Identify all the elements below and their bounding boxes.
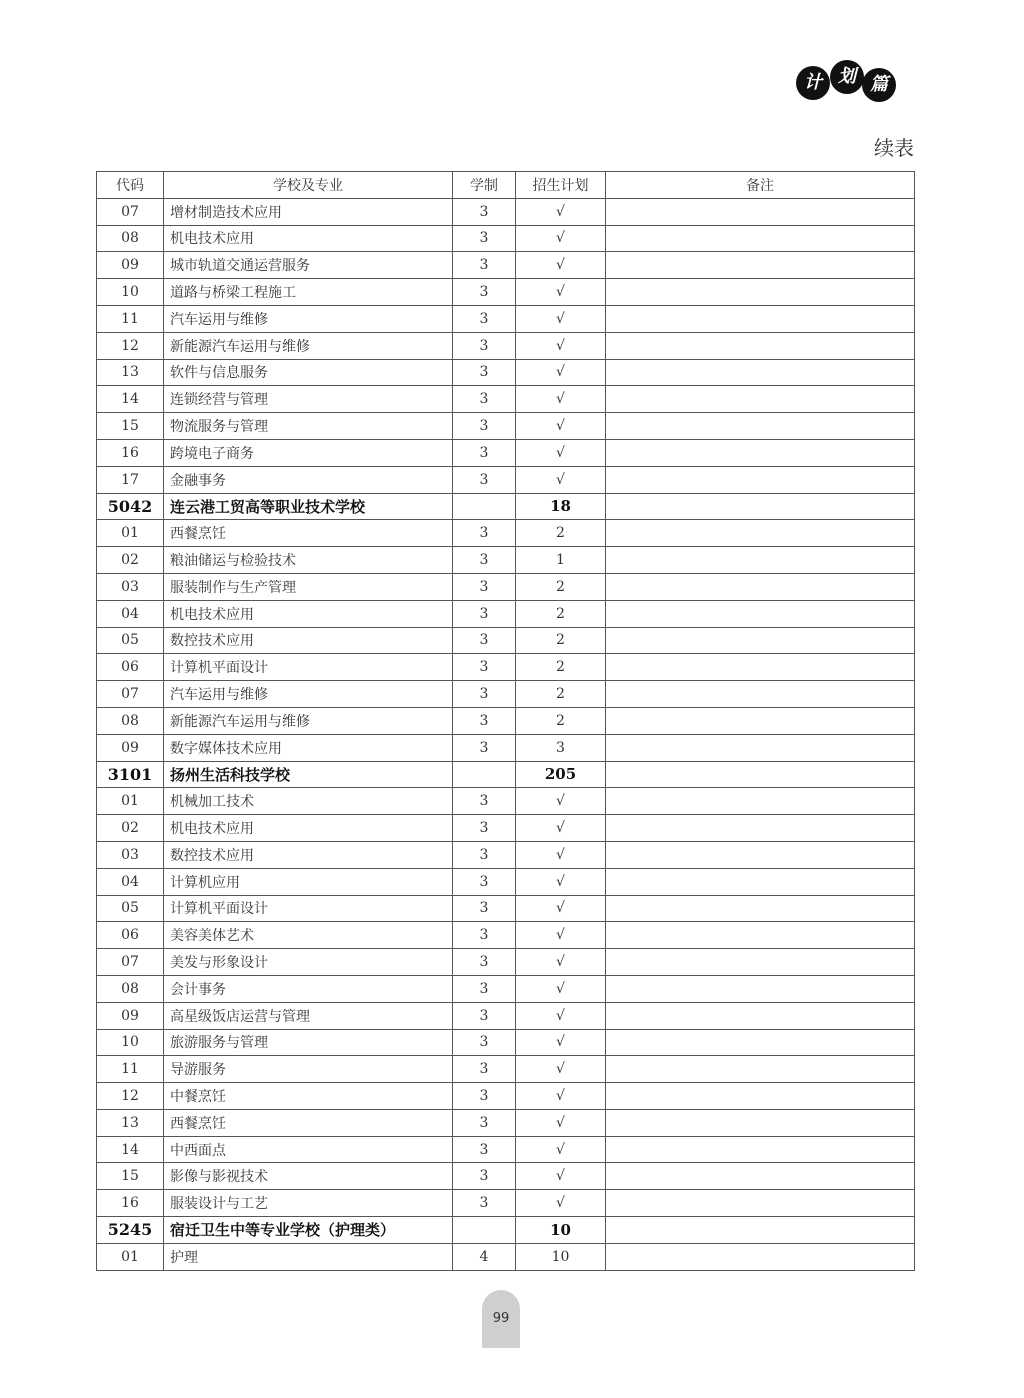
row-code: 04 bbox=[97, 868, 164, 895]
row-years bbox=[453, 761, 516, 788]
row-note bbox=[606, 198, 915, 225]
row-code: 14 bbox=[97, 1136, 164, 1163]
row-code: 07 bbox=[97, 198, 164, 225]
row-years: 3 bbox=[453, 439, 516, 466]
row-years: 3 bbox=[453, 520, 516, 547]
row-name: 跨境电子商务 bbox=[164, 439, 453, 466]
row-code: 03 bbox=[97, 841, 164, 868]
row-note bbox=[606, 305, 915, 332]
row-note bbox=[606, 1217, 915, 1244]
row-name: 连锁经营与管理 bbox=[164, 386, 453, 413]
row-note bbox=[606, 600, 915, 627]
school-row bbox=[97, 1217, 915, 1244]
row-note bbox=[606, 1136, 915, 1163]
row-name: 宿迁卫生中等专业学校（护理类） bbox=[164, 1217, 453, 1244]
row-code: 12 bbox=[97, 1083, 164, 1110]
row-note bbox=[606, 734, 915, 761]
row-name: 软件与信息服务 bbox=[164, 359, 453, 386]
table-row bbox=[97, 627, 915, 654]
row-note bbox=[606, 1163, 915, 1190]
row-note bbox=[606, 815, 915, 842]
row-plan: 205 bbox=[516, 761, 606, 788]
row-name: 中西面点 bbox=[164, 1136, 453, 1163]
row-plan: 2 bbox=[516, 573, 606, 600]
row-code: 3101 bbox=[97, 761, 164, 788]
row-code: 01 bbox=[97, 1243, 164, 1270]
row-code: 03 bbox=[97, 573, 164, 600]
row-years bbox=[453, 1217, 516, 1244]
table-row bbox=[97, 225, 915, 252]
row-name: 美发与形象设计 bbox=[164, 949, 453, 976]
row-code: 08 bbox=[97, 707, 164, 734]
row-code: 15 bbox=[97, 1163, 164, 1190]
row-plan: √ bbox=[516, 1083, 606, 1110]
row-years: 3 bbox=[453, 922, 516, 949]
row-note bbox=[606, 520, 915, 547]
row-name: 计算机平面设计 bbox=[164, 895, 453, 922]
row-note bbox=[606, 1029, 915, 1056]
table-row bbox=[97, 841, 915, 868]
row-name: 新能源汽车运用与维修 bbox=[164, 707, 453, 734]
row-name: 道路与桥梁工程施工 bbox=[164, 279, 453, 306]
row-plan: √ bbox=[516, 1190, 606, 1217]
table-row bbox=[97, 198, 915, 225]
table-row bbox=[97, 1136, 915, 1163]
row-name: 美容美体艺术 bbox=[164, 922, 453, 949]
row-name: 汽车运用与维修 bbox=[164, 305, 453, 332]
row-plan: √ bbox=[516, 1136, 606, 1163]
row-note bbox=[606, 788, 915, 815]
row-plan: √ bbox=[516, 788, 606, 815]
row-code: 5042 bbox=[97, 493, 164, 520]
row-code: 14 bbox=[97, 386, 164, 413]
table-row bbox=[97, 1163, 915, 1190]
row-code: 05 bbox=[97, 895, 164, 922]
row-years: 3 bbox=[453, 975, 516, 1002]
row-note bbox=[606, 681, 915, 708]
table-row bbox=[97, 1056, 915, 1083]
logo-char-1: 计 bbox=[796, 66, 830, 100]
row-name: 中餐烹饪 bbox=[164, 1083, 453, 1110]
table-row bbox=[97, 1002, 915, 1029]
row-name: 高星级饭店运营与管理 bbox=[164, 1002, 453, 1029]
table-row bbox=[97, 1190, 915, 1217]
row-plan: 2 bbox=[516, 681, 606, 708]
row-note bbox=[606, 841, 915, 868]
table-row bbox=[97, 788, 915, 815]
row-code: 01 bbox=[97, 520, 164, 547]
table-row bbox=[97, 1029, 915, 1056]
row-years: 3 bbox=[453, 895, 516, 922]
row-plan: √ bbox=[516, 225, 606, 252]
row-note bbox=[606, 573, 915, 600]
row-note bbox=[606, 547, 915, 574]
row-note bbox=[606, 225, 915, 252]
row-name: 机械加工技术 bbox=[164, 788, 453, 815]
row-years: 3 bbox=[453, 386, 516, 413]
row-code: 02 bbox=[97, 815, 164, 842]
row-plan: √ bbox=[516, 841, 606, 868]
row-name: 计算机平面设计 bbox=[164, 654, 453, 681]
table-row bbox=[97, 439, 915, 466]
row-plan: √ bbox=[516, 1002, 606, 1029]
row-code: 08 bbox=[97, 225, 164, 252]
row-years: 3 bbox=[453, 654, 516, 681]
row-years: 3 bbox=[453, 547, 516, 574]
row-code: 09 bbox=[97, 252, 164, 279]
row-note bbox=[606, 332, 915, 359]
table-row bbox=[97, 413, 915, 440]
row-name: 新能源汽车运用与维修 bbox=[164, 332, 453, 359]
row-name: 护理 bbox=[164, 1243, 453, 1270]
row-years: 3 bbox=[453, 1163, 516, 1190]
row-plan: 2 bbox=[516, 600, 606, 627]
row-plan: 2 bbox=[516, 627, 606, 654]
row-code: 10 bbox=[97, 1029, 164, 1056]
row-years: 3 bbox=[453, 466, 516, 493]
row-note bbox=[606, 279, 915, 306]
row-years: 4 bbox=[453, 1243, 516, 1270]
table-row bbox=[97, 1243, 915, 1270]
row-note bbox=[606, 922, 915, 949]
row-name: 城市轨道交通运营服务 bbox=[164, 252, 453, 279]
column-header-notes: 备注 bbox=[606, 172, 915, 199]
row-note bbox=[606, 359, 915, 386]
table-row bbox=[97, 1109, 915, 1136]
row-years: 3 bbox=[453, 359, 516, 386]
row-name: 扬州生活科技学校 bbox=[164, 761, 453, 788]
table-row bbox=[97, 681, 915, 708]
row-plan: √ bbox=[516, 922, 606, 949]
row-name: 服装制作与生产管理 bbox=[164, 573, 453, 600]
row-note bbox=[606, 868, 915, 895]
table-row bbox=[97, 386, 915, 413]
row-note bbox=[606, 252, 915, 279]
row-name: 数控技术应用 bbox=[164, 627, 453, 654]
row-years bbox=[453, 493, 516, 520]
row-code: 06 bbox=[97, 922, 164, 949]
row-code: 10 bbox=[97, 279, 164, 306]
row-code: 06 bbox=[97, 654, 164, 681]
row-plan: √ bbox=[516, 439, 606, 466]
row-name: 导游服务 bbox=[164, 1056, 453, 1083]
row-years: 3 bbox=[453, 225, 516, 252]
table-row bbox=[97, 600, 915, 627]
row-plan: √ bbox=[516, 386, 606, 413]
row-note bbox=[606, 493, 915, 520]
row-plan: 1 bbox=[516, 547, 606, 574]
table-row bbox=[97, 279, 915, 306]
row-plan: √ bbox=[516, 1163, 606, 1190]
row-plan: 10 bbox=[516, 1243, 606, 1270]
row-years: 3 bbox=[453, 1029, 516, 1056]
row-plan: √ bbox=[516, 466, 606, 493]
row-plan: √ bbox=[516, 305, 606, 332]
row-note bbox=[606, 1056, 915, 1083]
row-years: 3 bbox=[453, 252, 516, 279]
table-row bbox=[97, 332, 915, 359]
table-row bbox=[97, 1083, 915, 1110]
table-row bbox=[97, 573, 915, 600]
row-years: 3 bbox=[453, 788, 516, 815]
table-row bbox=[97, 252, 915, 279]
row-years: 3 bbox=[453, 198, 516, 225]
row-note bbox=[606, 949, 915, 976]
table-row bbox=[97, 466, 915, 493]
row-code: 09 bbox=[97, 734, 164, 761]
row-name: 增材制造技术应用 bbox=[164, 198, 453, 225]
row-code: 08 bbox=[97, 975, 164, 1002]
row-note bbox=[606, 1109, 915, 1136]
row-years: 3 bbox=[453, 1002, 516, 1029]
row-code: 17 bbox=[97, 466, 164, 493]
column-header-code: 代码 bbox=[97, 172, 164, 199]
table-body bbox=[97, 198, 915, 1270]
row-code: 16 bbox=[97, 439, 164, 466]
row-plan: 2 bbox=[516, 654, 606, 681]
row-plan: √ bbox=[516, 1029, 606, 1056]
row-note bbox=[606, 1243, 915, 1270]
row-years: 3 bbox=[453, 707, 516, 734]
row-code: 11 bbox=[97, 305, 164, 332]
row-plan: √ bbox=[516, 252, 606, 279]
table-row bbox=[97, 305, 915, 332]
row-plan: √ bbox=[516, 1109, 606, 1136]
row-name: 连云港工贸高等职业技术学校 bbox=[164, 493, 453, 520]
row-name: 服装设计与工艺 bbox=[164, 1190, 453, 1217]
row-note bbox=[606, 1002, 915, 1029]
row-years: 3 bbox=[453, 1136, 516, 1163]
row-years: 3 bbox=[453, 1109, 516, 1136]
row-code: 09 bbox=[97, 1002, 164, 1029]
row-plan: √ bbox=[516, 279, 606, 306]
row-plan: 10 bbox=[516, 1217, 606, 1244]
row-name: 西餐烹饪 bbox=[164, 1109, 453, 1136]
table-row bbox=[97, 707, 915, 734]
row-years: 3 bbox=[453, 681, 516, 708]
row-code: 15 bbox=[97, 413, 164, 440]
row-plan: √ bbox=[516, 949, 606, 976]
row-plan: √ bbox=[516, 868, 606, 895]
row-name: 机电技术应用 bbox=[164, 815, 453, 842]
row-note bbox=[606, 386, 915, 413]
row-plan: 2 bbox=[516, 707, 606, 734]
row-plan: 2 bbox=[516, 520, 606, 547]
column-header-school-major: 学校及专业 bbox=[164, 172, 453, 199]
row-note bbox=[606, 439, 915, 466]
row-name: 物流服务与管理 bbox=[164, 413, 453, 440]
column-header-years: 学制 bbox=[453, 172, 516, 199]
row-years: 3 bbox=[453, 815, 516, 842]
row-note bbox=[606, 1083, 915, 1110]
table-row bbox=[97, 520, 915, 547]
row-name: 数控技术应用 bbox=[164, 841, 453, 868]
table-row bbox=[97, 734, 915, 761]
row-note bbox=[606, 1190, 915, 1217]
row-code: 11 bbox=[97, 1056, 164, 1083]
row-code: 13 bbox=[97, 359, 164, 386]
row-name: 影像与影视技术 bbox=[164, 1163, 453, 1190]
row-name: 计算机应用 bbox=[164, 868, 453, 895]
row-years: 3 bbox=[453, 627, 516, 654]
school-row bbox=[97, 761, 915, 788]
row-years: 3 bbox=[453, 1190, 516, 1217]
row-name: 西餐烹饪 bbox=[164, 520, 453, 547]
table-header-row bbox=[97, 172, 915, 199]
row-plan: √ bbox=[516, 198, 606, 225]
table-row bbox=[97, 815, 915, 842]
row-years: 3 bbox=[453, 1083, 516, 1110]
continued-label: 续表 bbox=[874, 136, 914, 160]
row-years: 3 bbox=[453, 305, 516, 332]
row-name: 机电技术应用 bbox=[164, 600, 453, 627]
row-years: 3 bbox=[453, 841, 516, 868]
table-row bbox=[97, 975, 915, 1002]
table-row bbox=[97, 922, 915, 949]
page-number: 99 bbox=[482, 1290, 520, 1348]
row-name: 会计事务 bbox=[164, 975, 453, 1002]
row-note bbox=[606, 761, 915, 788]
row-name: 金融事务 bbox=[164, 466, 453, 493]
row-years: 3 bbox=[453, 573, 516, 600]
row-years: 3 bbox=[453, 734, 516, 761]
row-plan: √ bbox=[516, 895, 606, 922]
row-note bbox=[606, 627, 915, 654]
row-note bbox=[606, 413, 915, 440]
school-row bbox=[97, 493, 915, 520]
row-years: 3 bbox=[453, 1056, 516, 1083]
logo-char-3: 篇 bbox=[862, 68, 896, 102]
row-plan: √ bbox=[516, 413, 606, 440]
section-logo bbox=[796, 60, 898, 102]
row-note bbox=[606, 707, 915, 734]
row-years: 3 bbox=[453, 413, 516, 440]
row-plan: √ bbox=[516, 815, 606, 842]
row-name: 汽车运用与维修 bbox=[164, 681, 453, 708]
row-years: 3 bbox=[453, 332, 516, 359]
table-row bbox=[97, 359, 915, 386]
row-code: 12 bbox=[97, 332, 164, 359]
row-code: 5245 bbox=[97, 1217, 164, 1244]
row-note bbox=[606, 975, 915, 1002]
row-years: 3 bbox=[453, 949, 516, 976]
row-note bbox=[606, 895, 915, 922]
enrollment-table bbox=[96, 171, 915, 1271]
row-code: 01 bbox=[97, 788, 164, 815]
row-years: 3 bbox=[453, 868, 516, 895]
row-name: 粮油储运与检验技术 bbox=[164, 547, 453, 574]
row-code: 16 bbox=[97, 1190, 164, 1217]
row-name: 机电技术应用 bbox=[164, 225, 453, 252]
table-row bbox=[97, 654, 915, 681]
row-code: 07 bbox=[97, 681, 164, 708]
row-plan: 3 bbox=[516, 734, 606, 761]
row-plan: √ bbox=[516, 1056, 606, 1083]
row-years: 3 bbox=[453, 600, 516, 627]
table-row bbox=[97, 868, 915, 895]
row-code: 05 bbox=[97, 627, 164, 654]
table-row bbox=[97, 895, 915, 922]
row-years: 3 bbox=[453, 279, 516, 306]
row-code: 07 bbox=[97, 949, 164, 976]
table-row bbox=[97, 949, 915, 976]
row-name: 旅游服务与管理 bbox=[164, 1029, 453, 1056]
row-code: 04 bbox=[97, 600, 164, 627]
column-header-plan: 招生计划 bbox=[516, 172, 606, 199]
table-row bbox=[97, 547, 915, 574]
row-code: 13 bbox=[97, 1109, 164, 1136]
logo-char-2: 划 bbox=[830, 60, 864, 94]
row-plan: √ bbox=[516, 975, 606, 1002]
row-code: 02 bbox=[97, 547, 164, 574]
row-plan: √ bbox=[516, 332, 606, 359]
row-note bbox=[606, 466, 915, 493]
row-name: 数字媒体技术应用 bbox=[164, 734, 453, 761]
row-plan: 18 bbox=[516, 493, 606, 520]
row-plan: √ bbox=[516, 359, 606, 386]
row-note bbox=[606, 654, 915, 681]
